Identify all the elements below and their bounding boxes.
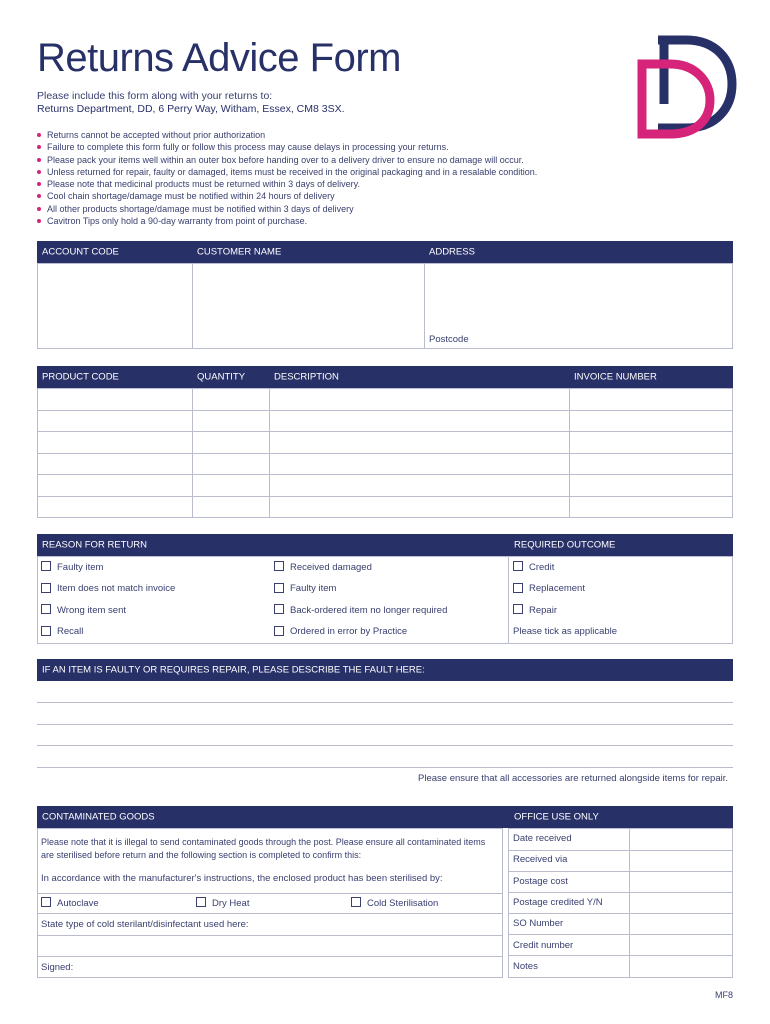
reason-label: Back-ordered item no longer required: [290, 605, 448, 616]
customer-name-field[interactable]: [192, 264, 422, 348]
dry-heat-checkbox[interactable]: [196, 897, 206, 907]
autoclave-checkbox[interactable]: [41, 897, 51, 907]
outcome-heading: REQUIRED OUTCOME: [514, 539, 616, 551]
cold-sterilisation-checkbox[interactable]: [351, 897, 361, 907]
office-row-label: Credit number: [513, 940, 574, 951]
reason-label: Ordered in error by Practice: [290, 626, 408, 637]
office-row-label: Postage cost: [513, 876, 568, 887]
outcome-label: Credit: [529, 562, 555, 573]
faulty-item-checkbox[interactable]: [41, 561, 51, 571]
outcome-label: Replacement: [529, 583, 585, 594]
reason-label: Faulty item: [290, 583, 337, 594]
reason-label: Faulty item: [57, 562, 104, 573]
writing-line: [37, 767, 733, 768]
table-row: [38, 431, 732, 432]
list-item: Cool chain shortage/damage must be notified within 24 hours of delivery: [37, 190, 537, 202]
customer-name-heading: CUSTOMER NAME: [197, 246, 282, 258]
table-row: [38, 496, 732, 497]
table-row: [38, 474, 732, 475]
not-match-invoice-checkbox[interactable]: [41, 583, 51, 593]
sterilant-label: State type of cold sterilant/disinfectant used here:: [41, 919, 249, 930]
office-row-label: Notes: [513, 961, 538, 972]
list-item: Please note that medicinal products must be returned within 3 days of delivery.: [37, 178, 537, 190]
list-item: Failure to complete this form fully or follow this process may cause delays in processing your returns.: [37, 141, 537, 153]
intro-line: Please include this form along with your returns to:: [37, 90, 273, 102]
description-heading: DESCRIPTION: [274, 371, 339, 383]
writing-line: [37, 702, 733, 703]
signed-label: Signed:: [41, 962, 74, 973]
invoice-number-heading: INVOICE NUMBER: [574, 371, 657, 383]
return-address: Returns Department, DD, 6 Perry Way, Witham, Essex, CM8 3SX.: [37, 103, 345, 115]
received-damaged-checkbox[interactable]: [274, 561, 284, 571]
instructions-list: [37, 129, 537, 227]
page-title: Returns Advice Form: [37, 36, 401, 80]
reason-header: [37, 534, 733, 556]
reason-label: Wrong item sent: [57, 605, 126, 616]
postcode-label: Postcode: [429, 334, 469, 345]
product-table-header: [37, 366, 733, 388]
product-table[interactable]: [37, 388, 733, 518]
office-row-label: Received via: [513, 854, 568, 865]
product-code-heading: PRODUCT CODE: [42, 371, 119, 383]
reason-label: Received damaged: [290, 562, 372, 573]
sterilised-statement: In accordance with the manufacturer's instructions, the enclosed product has been sterilised by:: [41, 873, 443, 884]
list-item: Returns cannot be accepted without prior authorization: [37, 129, 537, 141]
faulty-item-2-checkbox[interactable]: [274, 583, 284, 593]
outcome-note: Please tick as applicable: [513, 626, 618, 637]
sterilisation-option: Autoclave: [57, 898, 99, 909]
accessories-note: Please ensure that all accessories are returned alongside items for repair.: [418, 773, 728, 784]
fault-header: [37, 659, 733, 681]
list-item: Unless returned for repair, faulty or damaged, items must be received in the original packaging and in a resalable condition.: [37, 166, 537, 178]
signature-field[interactable]: [80, 957, 502, 977]
ordered-in-error-checkbox[interactable]: [274, 626, 284, 636]
office-row-label: Date received: [513, 833, 572, 844]
dd-logo-icon: [634, 34, 738, 140]
back-ordered-checkbox[interactable]: [274, 604, 284, 614]
reason-label: Item does not match invoice: [57, 583, 176, 594]
office-heading: OFFICE USE ONLY: [514, 811, 599, 823]
form-code: MF8: [715, 990, 733, 1000]
account-code-field[interactable]: [37, 264, 190, 348]
account-header: [37, 241, 733, 263]
account-code-heading: ACCOUNT CODE: [42, 246, 119, 258]
sterilant-field[interactable]: [38, 935, 502, 955]
list-item: All other products shortage/damage must be notified within 3 days of delivery: [37, 203, 537, 215]
list-item: Cavitron Tips only hold a 90-day warranty from point of purchase.: [37, 215, 537, 227]
writing-line: [37, 724, 733, 725]
contaminated-header: [37, 806, 733, 828]
table-row: [38, 453, 732, 454]
intro-text: [37, 90, 345, 116]
address-heading: ADDRESS: [429, 246, 475, 258]
sterilisation-option: Cold Sterilisation: [367, 898, 439, 909]
contaminated-warning: Please note that it is illegal to send contaminated goods through the post. Please ensure all contaminated items are sterilised before return and the following section is completed to confirm this:: [41, 837, 486, 860]
table-row: [38, 410, 732, 411]
recall-checkbox[interactable]: [41, 626, 51, 636]
reason-label: Recall: [57, 626, 84, 637]
office-row-label: Postage credited Y/N: [513, 897, 603, 908]
writing-line: [37, 745, 733, 746]
office-row-label: SO Number: [513, 918, 564, 929]
wrong-item-checkbox[interactable]: [41, 604, 51, 614]
reason-heading: REASON FOR RETURN: [42, 539, 148, 551]
repair-checkbox[interactable]: [513, 604, 523, 614]
fault-heading: IF AN ITEM IS FAULTY OR REQUIRES REPAIR, PLEASE DESCRIBE THE FAULT HERE:: [42, 664, 425, 676]
address-field[interactable]: [424, 264, 732, 348]
replacement-checkbox[interactable]: [513, 583, 523, 593]
outcome-label: Repair: [529, 605, 557, 616]
contaminated-heading: CONTAMINATED GOODS: [42, 811, 155, 823]
quantity-heading: QUANTITY: [197, 371, 246, 383]
credit-checkbox[interactable]: [513, 561, 523, 571]
list-item: Please pack your items well within an outer box before handing over to a delivery driver to ensure no damage will occur.: [37, 154, 537, 166]
fault-description-field[interactable]: [37, 681, 733, 769]
sterilisation-option: Dry Heat: [212, 898, 250, 909]
